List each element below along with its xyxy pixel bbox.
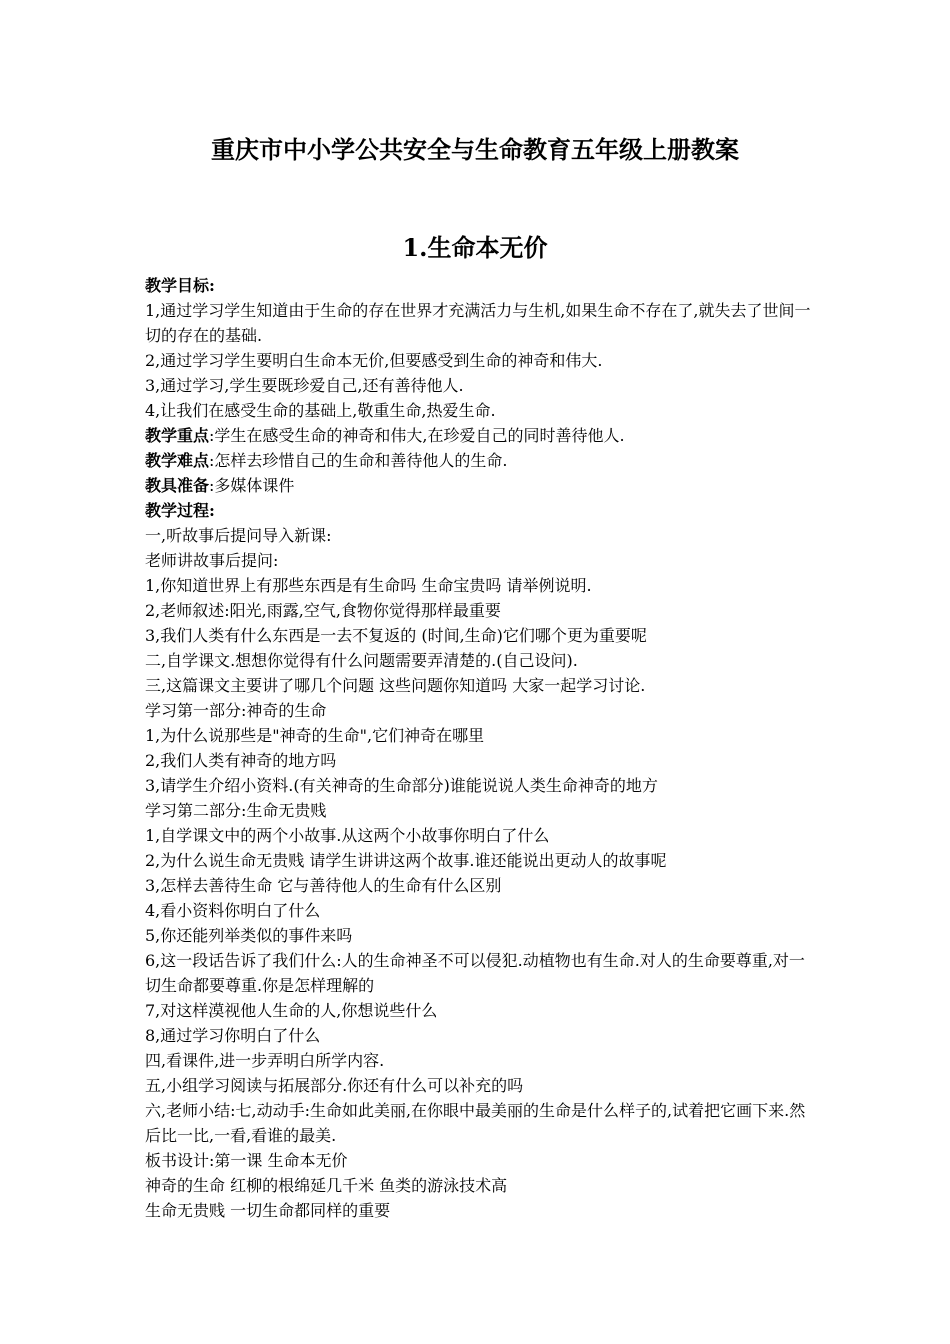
process-line: 一,听故事后提问导入新课: xyxy=(145,526,332,545)
materials xyxy=(145,473,813,498)
process-line: 四,看课件,进一步弄明白所学内容. xyxy=(145,1051,385,1070)
process-line: 六,老师小结:七,动动手:生命如此美丽,在你眼中最美丽的生命是什么样子的,试着把它画下来.然后比一比,一看,看谁的最美. xyxy=(145,1101,806,1145)
process-line: 7,对这样漠视他人生命的人,你想说些什么 xyxy=(145,1001,438,1020)
process-line: 6,这一段话告诉了我们什么:人的生命神圣不可以侵犯.动植物也有生命.对人的生命要尊重,对一切生命都要尊重.你是怎样理解的 xyxy=(145,951,805,995)
key-point-text: :学生在感受生命的神奇和伟大,在珍爱自己的同时善待他人. xyxy=(209,426,625,445)
objective-item: 3,通过学习,学生要既珍爱自己,还有善待他人. xyxy=(145,376,464,395)
process-line: 5,你还能列举类似的事件来吗 xyxy=(145,926,353,945)
process-heading: 教学过程: xyxy=(145,501,215,520)
process-line: 2,为什么说生命无贵贱 请学生讲讲这两个故事.谁还能说出更动人的故事呢 xyxy=(145,851,667,870)
process-line: 学习第二部分:生命无贵贱 xyxy=(145,801,327,820)
process-line: 1,自学课文中的两个小故事.从这两个小故事你明白了什么 xyxy=(145,826,550,845)
key-point xyxy=(145,423,813,448)
process-line: 板书设计:第一课 生命本无价 xyxy=(145,1151,348,1170)
objective-item: 2,通过学习学生要明白生命本无价,但要感受到生命的神奇和伟大. xyxy=(145,351,603,370)
objective-item: 1,通过学习学生知道由于生命的存在世界才充满活力与生机,如果生命不存在了,就失去了世间一切的存在的基础. xyxy=(145,301,811,345)
lesson-title: 1.生命本无价 xyxy=(402,233,548,262)
materials-text: :多媒体课件 xyxy=(209,476,295,495)
process-line: 老师讲故事后提问: xyxy=(145,551,279,570)
process-line: 神奇的生命 红柳的根绵延几千米 鱼类的游泳技术高 xyxy=(145,1176,508,1195)
difficulty-label: 教学难点 xyxy=(145,451,210,470)
materials-label: 教具准备 xyxy=(145,476,210,495)
process-line: 4,看小资料你明白了什么 xyxy=(145,901,321,920)
difficulty-text: :怎样去珍惜自己的生命和善待他人的生命. xyxy=(209,451,508,470)
objectives-heading: 教学目标: xyxy=(145,276,215,295)
difficulty xyxy=(145,448,813,473)
key-point-label: 教学重点 xyxy=(145,426,210,445)
process-line: 1,你知道世界上有那些东西是有生命吗 生命宝贵吗 请举例说明. xyxy=(145,576,592,595)
lesson-content xyxy=(145,273,813,1223)
process-line: 五,小组学习阅读与拓展部分.你还有什么可以补充的吗 xyxy=(145,1076,524,1095)
process-line: 2,老师叙述:阳光,雨露,空气,食物你觉得那样最重要 xyxy=(145,601,501,620)
process-line: 三,这篇课文主要讲了哪几个问题 这些问题你知道吗 大家一起学习讨论. xyxy=(145,676,646,695)
process-line: 2,我们人类有神奇的地方吗 xyxy=(145,751,337,770)
process-line: 3,怎样去善待生命 它与善待他人的生命有什么区别 xyxy=(145,876,502,895)
process-line: 3,我们人类有什么东西是一去不复返的 (时间,生命)它们哪个更为重要呢 xyxy=(145,626,647,645)
process-line: 学习第一部分:神奇的生命 xyxy=(145,701,327,720)
process-list xyxy=(145,523,813,1223)
process-line: 8,通过学习你明白了什么 xyxy=(145,1026,321,1045)
objective-item: 4,让我们在感受生命的基础上,敬重生命,热爱生命. xyxy=(145,401,496,420)
process-line: 二,自学课文.想想你觉得有什么问题需要弄清楚的.(自己设问). xyxy=(145,651,578,670)
process-line: 1,为什么说那些是"神奇的生命",它们神奇在哪里 xyxy=(145,726,485,745)
document-title: 重庆市中小学公共安全与生命教育五年级上册教案 xyxy=(211,135,739,164)
process-line: 3,请学生介绍小资料.(有关神奇的生命部分)谁能说说人类生命神奇的地方 xyxy=(145,776,658,795)
process-line: 生命无贵贱 一切生命都同样的重要 xyxy=(145,1201,391,1220)
